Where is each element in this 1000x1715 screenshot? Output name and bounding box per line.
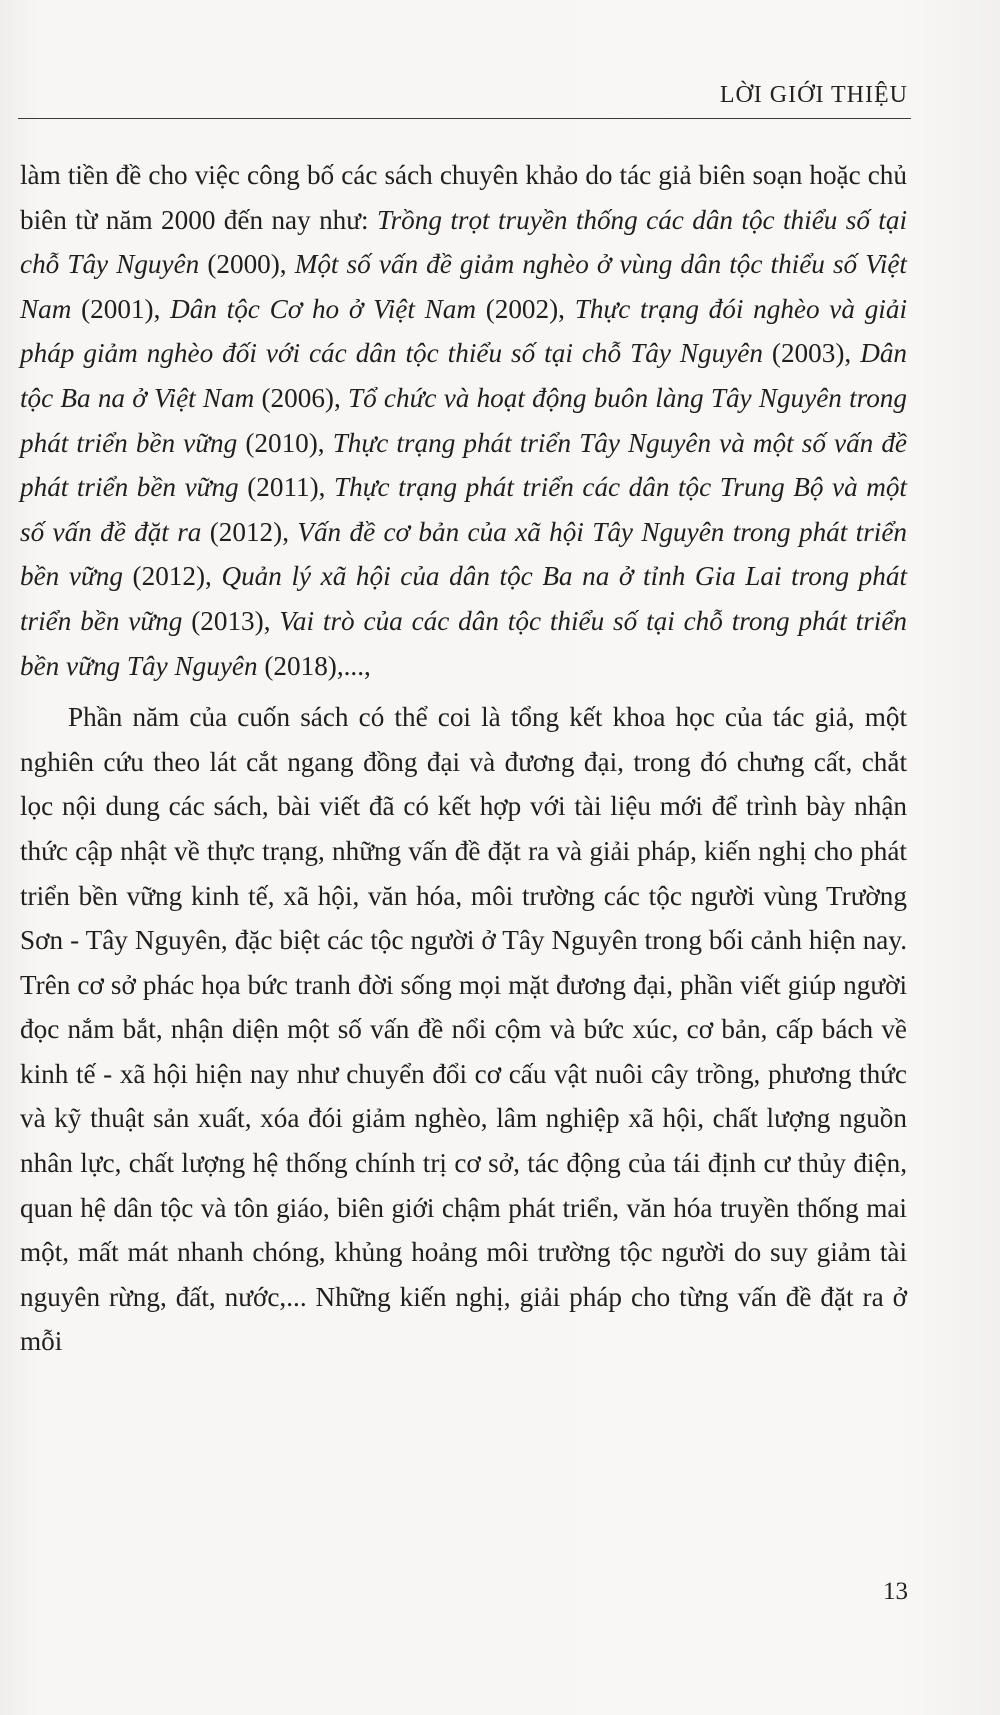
book-title: Trồng trọt truyền thống các dân tộc thiểu số tại chỗ Tây Nguyên <box>20 204 907 280</box>
page-number: 13 <box>883 1578 908 1605</box>
text-run: (2000), <box>199 249 295 280</box>
text-run: (2002), <box>475 293 575 324</box>
book-title: Dân tộc Cơ ho ở Việt Nam <box>170 293 476 324</box>
book-title: Quản lý xã hội của dân tộc Ba na ở tỉnh Gia Lai trong phát triển bền vững <box>20 561 908 636</box>
body-text <box>20 153 907 1364</box>
text-run: (2006), <box>254 382 348 413</box>
text-run: (2001), <box>71 293 171 324</box>
book-title: Thực trạng đói nghèo và giải pháp giảm nghèo đối với các dân tộc thiểu số tại chỗ Tây Nguyên <box>20 293 907 369</box>
book-title: Tổ chức và hoạt động buôn làng Tây Nguyên trong phát triển bền vững <box>20 382 907 458</box>
running-header: LỜI GIỚI THIỆU <box>719 82 908 108</box>
text-run: (2018),..., <box>257 650 371 681</box>
paragraph-gap <box>20 688 907 695</box>
book-title: Thực trạng phát triển các dân tộc Trung Bộ và một số vấn đề đặt ra <box>20 472 907 547</box>
header-rule <box>18 118 911 119</box>
text-run: (2003), <box>762 338 861 369</box>
book-title: Dân tộc Ba na ở Việt Nam <box>20 338 908 413</box>
book-title: Thực trạng phát triển Tây Nguyên và một số vấn đề phát triển bền vững <box>20 427 907 503</box>
paragraph: Phần năm của cuốn sách có thể coi là tổng kết khoa học của tác giả, một nghiên cứu theo lát cắt ngang đồng đại và đương đại, trong đó chưng cất, chắt lọc nội dung các sách, bài viết đã có kết hợp với tài liệu mới để trình bày nhận thức cập nhật về thực trạng, những vấn đề đặt ra và giải pháp, kiến nghị cho phát triển bền vững kinh tế, xã hội, văn hóa, môi trường các tộc người vùng Trường Sơn - Tây Nguyên, đặc biệt các tộc người ở Tây Nguyên trong bối cảnh hiện nay. Trên cơ sở phác họa bức tranh đời sống mọi mặt đương đại, phần viết giúp người đọc nắm bắt, nhận diện một số vấn đề nổi cộm và bức xúc, cơ bản, cấp bách về kinh tế - xã hội hiện nay như chuyển đổi cơ cấu vật nuôi cây trồng, phương thức và kỹ thuật sản xuất, xóa đói giảm nghèo, lâm nghiệp xã hội, chất lượng nguồn nhân lực, chất lượng hệ thống chính trị cơ sở, tác động của tái định cư thủy điện, quan hệ dân tộc và tôn giáo, biên giới chậm phát triển, văn hóa truyền thống mai một, mất mát nhanh chóng, khủng hoảng môi trường tộc người do suy giảm tài nguyên rừng, đất, nước,... Những kiến nghị, giải pháp cho từng vấn đề đặt ra ở mỗi <box>20 702 907 1357</box>
text-run: (2012), <box>201 516 298 547</box>
text-run: làm tiền đề cho việc công bố các sách chuyên khảo do tác giả biên soạn hoặc chủ biên từ năm 2000 đến nay như: <box>20 160 907 235</box>
book-title: Vai trò của các dân tộc thiểu số tại chỗ trong phát triển bền vững Tây Nguyên <box>20 605 907 681</box>
book-title: Vấn đề cơ bản của xã hội Tây Nguyên trong phát triển bền vững <box>20 516 907 592</box>
text-run: (2012), <box>122 561 222 592</box>
text-run: (2013), <box>182 605 280 636</box>
text-run: (2011), <box>238 472 335 503</box>
book-title: Một số vấn đề giảm nghèo ở vùng dân tộc thiểu số Việt Nam <box>20 249 907 324</box>
text-run: (2010), <box>237 427 333 458</box>
paragraph-continuation <box>20 153 907 688</box>
